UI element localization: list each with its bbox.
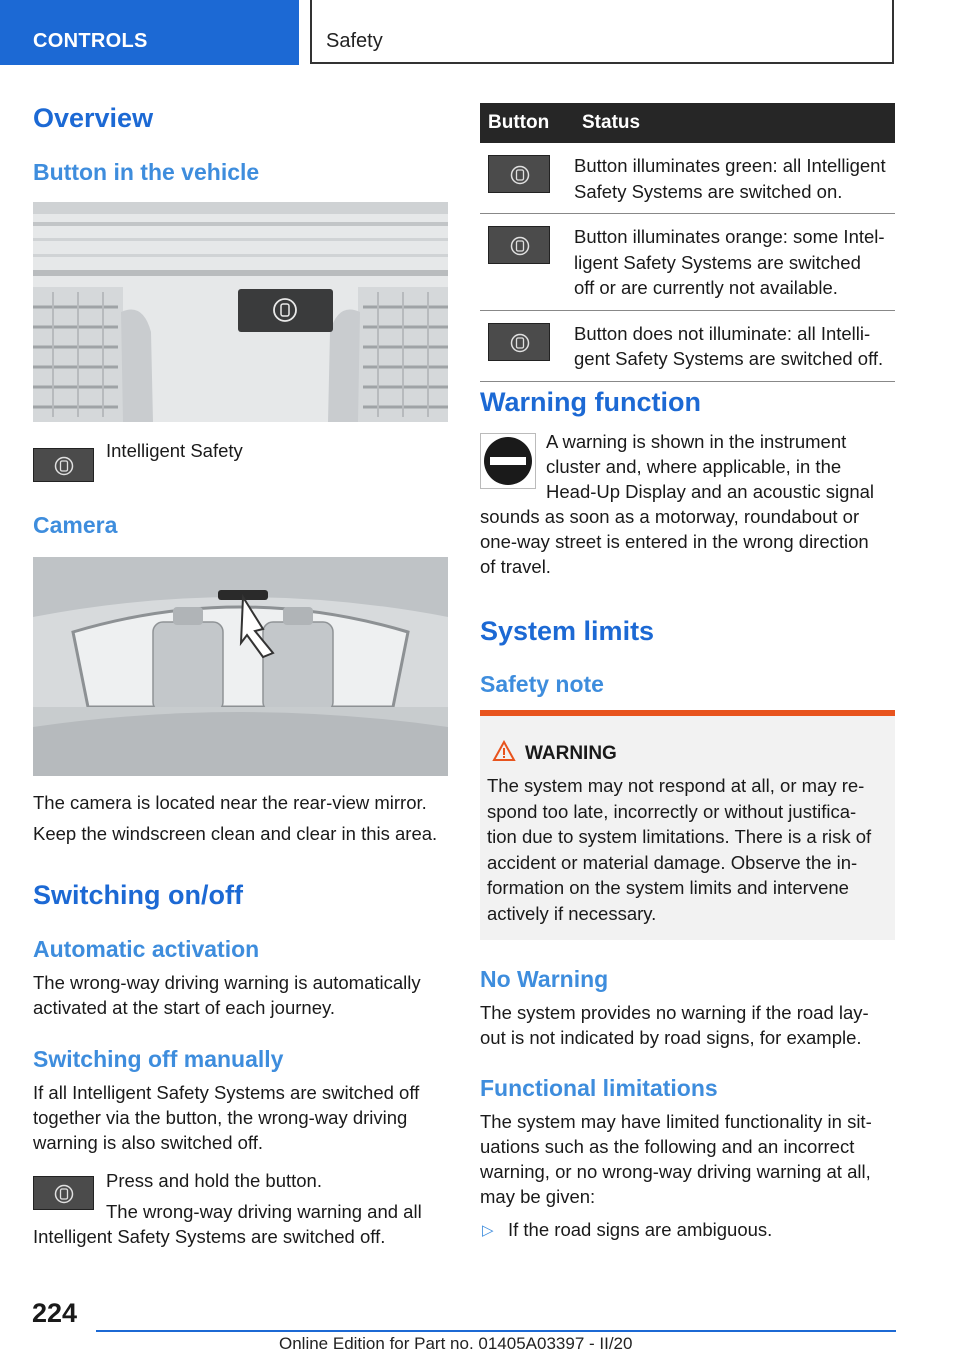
manual-text-line1: If all Intelligent Safety Systems are switched off (33, 1082, 420, 1103)
button-green-image (488, 155, 550, 193)
auto-text-line1: The wrong-way driving warning is automatically (33, 972, 421, 993)
intelligent-safety-icon (510, 236, 530, 256)
button-in-vehicle-heading: Button in the vehicle (33, 159, 260, 185)
table-header-button: Button (480, 103, 574, 143)
table-row (480, 143, 895, 214)
wf-line3: Head-Up Display and an acoustic signal (546, 481, 875, 502)
windscreen-text: Keep the windscreen clean and clear in this area. (33, 823, 438, 844)
fl-line4: may be given: (480, 1186, 596, 1207)
wf-line5: one-way street is entered in the wrong direction (480, 531, 869, 552)
switching-title: Switching on/off (33, 880, 243, 910)
button-status-table (480, 103, 895, 382)
button-off-image (488, 323, 550, 361)
chapter-label: CONTROLS (33, 30, 148, 52)
status-orange-cell: Button illuminates orange: some Intel- ligent Safety Systems are switched off or are currently not available. (574, 214, 895, 311)
warning-function-title: Warning function (480, 387, 701, 417)
warning-body: The system may not respond at all, or may re- spond too late, incorrectly or without justifica- tion due to system limitations. There is a risk of accident or material damage. Observe the in- formation on the system limits and intervene actively if necessary. (487, 775, 872, 924)
wf-line6: of travel. (480, 556, 551, 577)
status-green-cell: Button illuminates green: all Intelligent Safety Systems are switched on. (574, 143, 895, 214)
nw-line1: The system provides no warning if the road lay- (480, 1002, 869, 1023)
status-off-cell: Button does not illuminate: all Intelli- gent Safety Systems are switched off. (574, 310, 895, 381)
warning-triangle-icon (492, 740, 516, 767)
camera-location-text: The camera is located near the rear-view mirror. (33, 792, 427, 813)
intelligent-safety-icon (510, 333, 530, 353)
bullet-item: If the road signs are ambiguous. (508, 1219, 773, 1240)
table-header-row (480, 103, 895, 143)
button-orange-image (488, 226, 550, 264)
overview-title: Overview (33, 103, 154, 133)
functional-limitations-heading: Functional limitations (480, 1075, 718, 1101)
manual-text-line3: warning is also switched off. (33, 1132, 263, 1153)
page-number: 224 (32, 1298, 78, 1328)
result-text-line2: Intelligent Safety Systems are switched off. (33, 1226, 386, 1247)
wf-line1: A warning is shown in the instrument (546, 431, 847, 452)
fl-line1: The system may have limited functionality in sit- (480, 1111, 872, 1132)
table-header-status: Status (574, 103, 895, 143)
footer-edition: Online Edition for Part no. 01405A03397 - II/20 (279, 1334, 633, 1353)
intelligent-safety-button-image (33, 448, 94, 482)
table-row (480, 310, 895, 381)
section-header (310, 0, 894, 64)
intelligent-safety-icon (510, 165, 530, 185)
warning-label: WARNING (525, 743, 617, 764)
auto-text-line2: activated at the start of each journey. (33, 997, 335, 1018)
no-warning-heading: No Warning (480, 966, 609, 992)
intelligent-safety-icon (54, 1184, 74, 1204)
dashboard-button-photo (33, 202, 448, 422)
camera-heading: Camera (33, 512, 118, 538)
chapter-tab[interactable] (0, 0, 299, 65)
automatic-activation-heading: Automatic activation (33, 936, 260, 962)
manual-text-line2: together via the button, the wrong-way driving (33, 1107, 408, 1128)
fl-line3: warning, or no wrong-way driving warning at all, (480, 1161, 871, 1182)
intelligent-safety-icon (54, 456, 74, 476)
fl-line2: uations such as the following and an incorrect (480, 1136, 855, 1157)
warning-box (480, 710, 895, 940)
table-row (480, 214, 895, 311)
press-hold-text: Press and hold the button. (106, 1170, 322, 1191)
nw-line2: out is not indicated by road signs, for example. (480, 1027, 862, 1048)
button-caption: Intelligent Safety (106, 440, 243, 461)
camera-location-photo (33, 557, 448, 776)
bullet-triangle-icon: ▷ (482, 1222, 494, 1239)
no-entry-icon (480, 433, 536, 489)
press-button-image (33, 1176, 94, 1210)
system-limits-title: System limits (480, 616, 655, 646)
wf-line2: cluster and, where applicable, in the (546, 456, 842, 477)
result-text-line1: The wrong-way driving warning and all (106, 1201, 422, 1222)
safety-note-heading: Safety note (480, 671, 604, 697)
footer-divider (96, 1330, 896, 1332)
switching-off-manually-heading: Switching off manually (33, 1046, 284, 1072)
wf-line4: sounds as soon as a motorway, roundabout or (480, 506, 860, 527)
section-label: Safety (326, 30, 383, 52)
